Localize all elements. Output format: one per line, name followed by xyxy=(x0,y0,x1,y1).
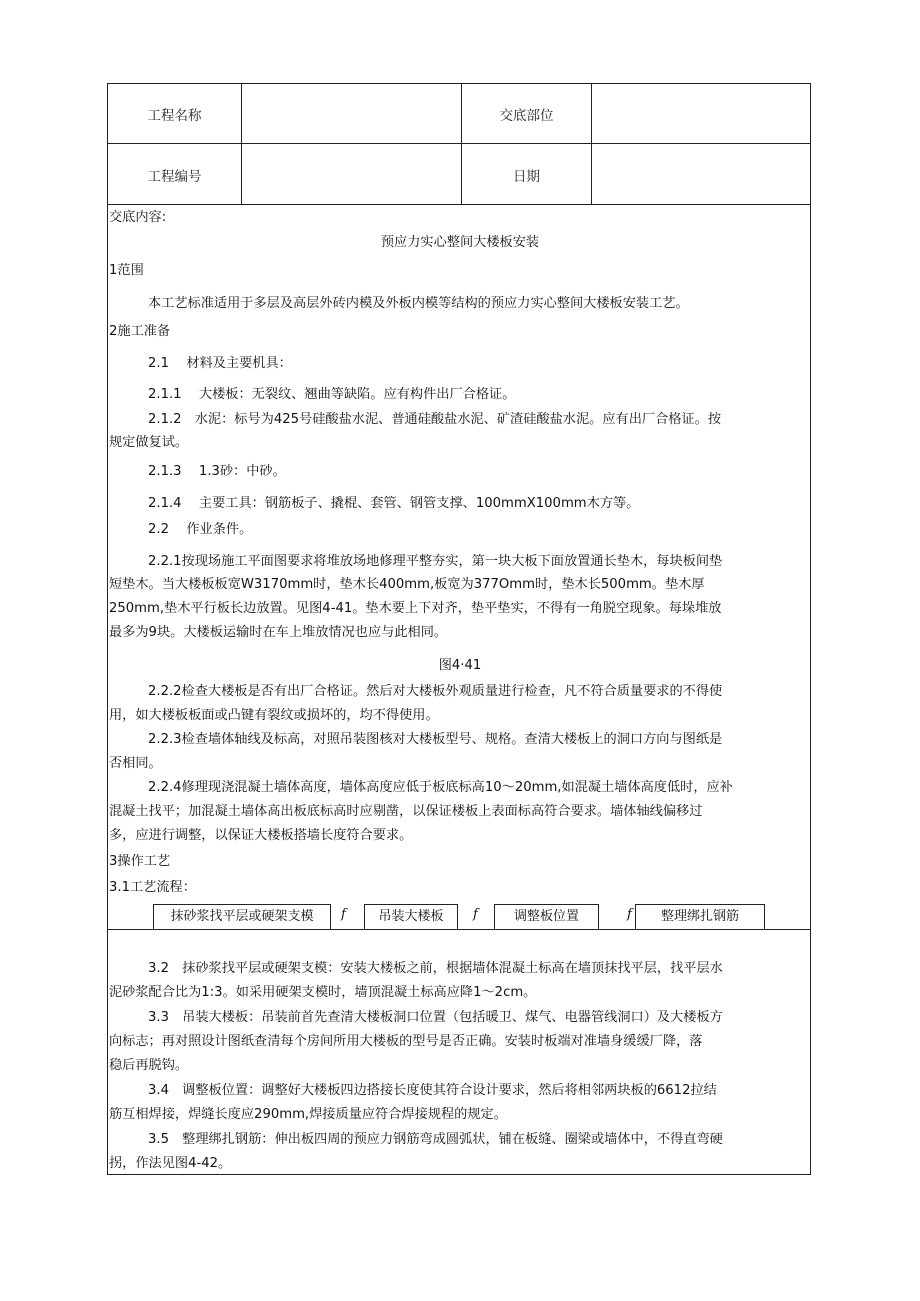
flow-arrow: f xyxy=(341,907,346,922)
flow-step-3: 调整板位置 xyxy=(494,904,599,930)
content-label: 交底内容: xyxy=(109,210,167,225)
project-name-label: 工程名称 xyxy=(147,108,202,124)
section-3-3-cont: 向标志；再对照设计图纸查清每个房间所用大楼板的型号是否正确。安装时板端对准墙身缓缓厂降，落 xyxy=(109,1034,703,1049)
section-2-2-3-cont: 否相同。 xyxy=(109,756,162,771)
section-2-2-4-cont: 混凝土找平；加混凝土墙体高出板底标高时应剔凿，以保证楼板上表面标高符合要求。墙体轴线偏移过 xyxy=(109,804,703,819)
section-3-4: 3.4 调整板位置：调整好大楼板四边搭接长度使其符合设计要求，然后将相邻两块板的6612拉结 xyxy=(148,1083,717,1098)
section-2-2-3: 2.2.3检查墙体轴线及标高，对照吊装图核对大楼板型号、规格。查清大楼板上的洞口方向与图纸是 xyxy=(148,732,723,747)
section-3-2: 3.2 抹砂浆找平层或硬架支模：安装大楼板之前，根据墙体混凝土标高在墙顶抹找平层，找平层水 xyxy=(148,961,723,976)
flow-step-4: 整理绑扎钢筋 xyxy=(635,904,765,930)
section-3-4-cont: 筋互相焊接，焊缝长度应290mm,焊接质量应符合焊接规程的规定。 xyxy=(109,1107,507,1122)
figure-4-41-caption: 图4·41 xyxy=(438,658,482,673)
section-2-1-3: 2.1.3 1.3砂：中砂。 xyxy=(148,464,286,479)
section-2-1-2-cont: 规定做复试。 xyxy=(109,435,189,450)
section-3-5-cont: 拐，作法见图4-42。 xyxy=(109,1156,232,1171)
location-label: 交底部位 xyxy=(499,108,554,124)
section-2-2-4-cont: 多，应进行调整，以保证大楼板搭墙长度符合要求。 xyxy=(109,828,413,843)
section-2-2-2-cont: 用，如大楼板板面或凸键有裂纹或损坏的，均不得使用。 xyxy=(109,708,439,723)
section-2-1: 2.1 材料及主要机具： xyxy=(148,356,292,371)
flow-step-1: 抹砂浆找平层或硬架支模 xyxy=(153,904,331,930)
flow-arrow: f xyxy=(627,907,632,922)
section-3-heading: 3操作工艺 xyxy=(109,854,171,869)
doc-title: 预应力实心整间大楼板安装 xyxy=(380,235,540,250)
col-divider xyxy=(591,84,592,204)
section-2-2-4: 2.2.4修理现浇混凝土墙体高度，墙体高度应低于板底标高10～20mm,如混凝土墙体高度低时，应补 xyxy=(148,780,733,795)
section-2-2: 2.2 作业条件。 xyxy=(148,522,253,537)
section-3-3-cont: 稳后再脱钩。 xyxy=(109,1058,189,1073)
section-3-2-cont: 泥砂浆配合比为1:3。如采用硬架支模时，墙顶混凝土标高应降1～2cm。 xyxy=(109,985,537,1000)
section-2-2-1-cont: 短垫木。当大楼板板宽W3170mm时，垫木长400mm,板宽为377Omm时，垫木长500mm。垫木厚 xyxy=(109,577,705,592)
section-2-1-4: 2.1.4 主要工具：钢筋板子、撬棍、套管、钢管支撑、100mmX100mm木方等。 xyxy=(148,496,640,511)
row-divider xyxy=(108,143,810,144)
section-2-1-2: 2.1.2 水泥：标号为425号硅酸盐水泥、普通硅酸盐水泥、矿渣硅酸盐水泥。应有出厂合格证。按 xyxy=(148,412,722,427)
flow-step-2: 吊装大楼板 xyxy=(364,904,458,930)
section-3-3: 3.3 吊装大楼板：吊装前首先查清大楼板洞口位置（包括暖卫、煤气、电器管线洞口）及大楼板方 xyxy=(148,1010,723,1025)
section-2-2-2: 2.2.2检查大楼板是否有出厂合格证。然后对大楼板外观质量进行检查，凡不符合质量要求的不得使 xyxy=(148,684,723,699)
section-2-2-1-cont: 最多为9块。大楼板运输时在车上堆放情况也应与此相同。 xyxy=(109,625,448,640)
flow-arrow: f xyxy=(473,907,478,922)
section-1-heading: 1范围 xyxy=(109,263,144,278)
date-label: 日期 xyxy=(513,169,540,185)
section-2-2-1-cont: 250mm,垫木平行板长边放置。见图4-41。垫木要上下对齐，垫平垫实，不得有一角脱空现象。每垛堆放 xyxy=(109,601,722,616)
section-2-2-1: 2.2.1按现场施工平面图要求将堆放场地修理平整夯实，第一块大板下面放置通长垫木，每块板间垫 xyxy=(148,554,723,569)
col-divider xyxy=(461,84,462,204)
disclosure-form xyxy=(107,83,811,1175)
section-1-text: 本工艺标准适用于多层及高层外砖内模及外板内模等结构的预应力实心整间大楼板安装工艺。 xyxy=(148,296,689,311)
col-divider xyxy=(241,84,242,204)
row-divider xyxy=(108,204,810,205)
section-2-1-1: 2.1.1 大楼板：无裂纹、翘曲等缺陷。应有构件出厂合格证。 xyxy=(148,387,516,402)
section-2-heading: 2施工准备 xyxy=(109,324,171,339)
section-3-5: 3.5 整理绑扎钢筋：伸出板四周的预应力钢筋弯成圆弧状，铺在板缝、圈梁或墙体中，不得直弯硬 xyxy=(148,1132,723,1147)
section-3-1: 3.1工艺流程： xyxy=(109,880,196,895)
project-no-label: 工程编号 xyxy=(147,169,202,185)
